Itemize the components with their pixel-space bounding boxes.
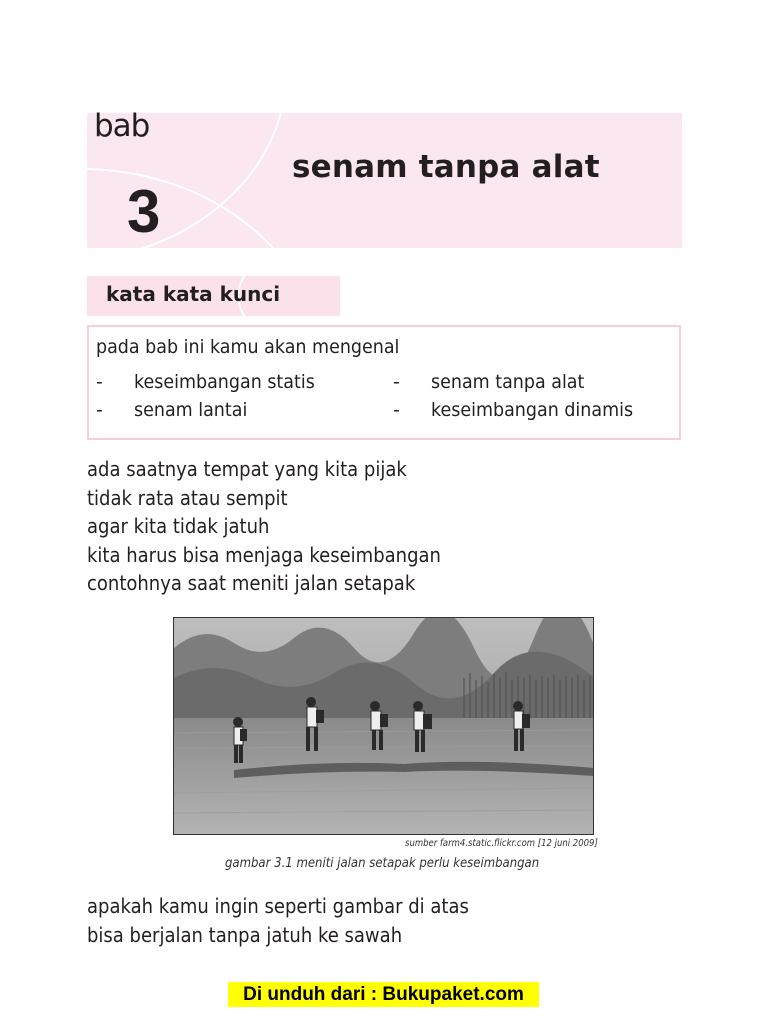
keywords-title: kata kata kunci bbox=[106, 282, 281, 306]
chapter-number: 3 bbox=[127, 178, 161, 245]
keyword-bullet: - bbox=[96, 371, 103, 393]
keyword-item: senam tanpa alat bbox=[431, 371, 585, 393]
chapter-title: senam tanpa alat bbox=[292, 149, 600, 185]
paragraph-line: agar kita tidak jatuh bbox=[87, 514, 270, 538]
paragraph-line: tidak rata atau sempit bbox=[87, 485, 288, 510]
paragraph-line: kita harus bisa menjaga keseimbangan bbox=[87, 542, 441, 567]
keyword-item: senam lantai bbox=[134, 399, 248, 421]
paragraph-line: bisa berjalan tanpa jatuh ke sawah bbox=[87, 922, 403, 947]
download-source-banner: Di unduh dari : Bukupaket.com bbox=[228, 982, 539, 1007]
closing-paragraph bbox=[87, 892, 469, 949]
paragraph-line: contohnya saat meniti jalan setapak bbox=[87, 571, 416, 595]
keyword-bullet: - bbox=[393, 371, 400, 393]
figure-source: sumber farm4.static.flickr.com [12 juni 2009] bbox=[405, 838, 598, 849]
keyword-item: keseimbangan statis bbox=[134, 371, 315, 393]
chapter-label: bab bbox=[94, 108, 150, 144]
keywords-intro: pada bab ini kamu akan mengenal bbox=[96, 336, 400, 358]
figure-caption: gambar 3.1 meniti jalan setapak perlu keseimbangan bbox=[225, 856, 540, 871]
keyword-bullet: - bbox=[96, 399, 103, 421]
keyword-item: keseimbangan dinamis bbox=[431, 399, 634, 421]
intro-paragraph bbox=[87, 455, 441, 598]
paragraph-line: apakah kamu ingin seperti gambar di atas bbox=[87, 894, 469, 918]
figure-photo bbox=[173, 617, 594, 835]
paragraph-line: ada saatnya tempat yang kita pijak bbox=[87, 457, 407, 481]
keyword-bullet: - bbox=[393, 399, 400, 421]
